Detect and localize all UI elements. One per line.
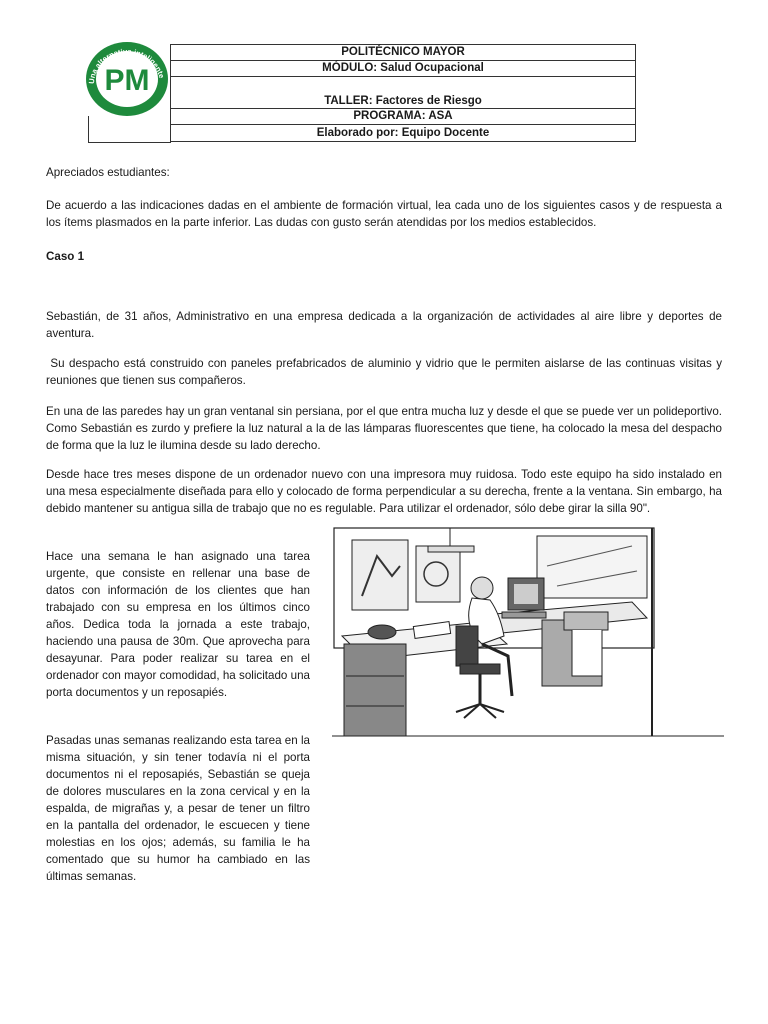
paragraph-5: Hace una semana le han asignado una tarea urgente, que consiste en rellenar una base de datos con información de los clientes que han trabajado con su empresa en los últimos cinco años. Dedica toda la jornada a este trabajo, haciendo una pausa de 30m. Que aprovecha para desayunar. Para poder realizar su tarea en el ordenador con mayor comodidad, ha solicitado una porta documentos y un reposapiés. [46,550,310,699]
wall-poster-1 [352,540,408,610]
header-author: Elaborado por: Equipo Docente [170,124,636,142]
greeting: Apreciados estudiantes: [46,166,170,179]
header-table [170,44,636,142]
paragraph-4: Desde hace tres meses dispone de un ordenador nuevo con una impresora muy ruidosa. Todo este equipo ha sido instalado en una mesa especialmente diseñada para ello y colocado de forma perpendicular a su derecha, frente a la ventana. Sin embargo, ha debido mantener su antigua silla de trabajo que no es regulable. Para utilizar el ordenador, sólo debe girar la silla 90". [46,468,722,515]
illustration-svg [332,526,724,748]
paragraph-1: Sebastián, de 31 años, Administrativo en una empresa dedicada a la organización de actividades al aire libre y deportes de aventura. [46,310,722,340]
case-title: Caso 1 [46,250,85,263]
office-workstation-illustration [332,526,724,748]
person-head [471,577,493,599]
wall-poster-2 [416,546,460,602]
desk-drawer-unit [344,644,406,736]
header-program: PROGRAMA: ASA [170,108,636,124]
institution-logo [84,40,170,118]
window [537,536,647,598]
ceiling-lamp [428,546,474,552]
paragraph-3: En una de las paredes hay un gran ventanal sin persiana, por el que entra mucha luz y desde el que se puede ver un polideportivo. Como Sebastián es zurdo y prefiere la luz natural a la de las lámparas fluorescentes que tiene, ha colocado la mesa del despacho de forma que la luz le ilumina desde su lado derecho. [46,405,722,452]
header-module: MÓDULO: Salud Ocupacional [170,60,636,76]
paragraph-2: Su despacho está construido con paneles prefabricados de aluminio y vidrio que le permiten aislarse de las continuas visitas y reuniones que tienen sus compañeros. [46,357,726,387]
header-bottom-line [88,142,171,143]
header-workshop: TALLER: Factores de Riesgo [170,76,636,108]
telephone [368,625,396,639]
office-chair [456,626,478,666]
printer [564,612,608,630]
logo-letters: PM [104,64,150,97]
paragraph-6: Pasadas unas semanas realizando esta tarea en la misma situación, y sin tener todavía ni el porta documentos ni el reposapiés, Sebastián se queja de dolores musculares en la zona cervical y en la espalda, de migrañas y, a pesar de tener un filtro en la pantalla del ordenador, le escuecen y tiene molestias en los ojos; además, su familia le ha comentado que su humor ha cambiado en las últimas semanas. [46,734,310,883]
header-left-line [88,116,89,143]
intro-paragraph: De acuerdo a las indicaciones dadas en el ambiente de formación virtual, lea cada uno de los siguientes casos y de respuesta a los ítems plasmados en la parte inferior. Las dudas con gusto serán atendidas por los medios establecidos. [46,199,722,229]
logo-ring-text: Una alternativa inteligente [86,46,167,85]
header-institution: POLITÉCNICO MAYOR [170,44,636,60]
